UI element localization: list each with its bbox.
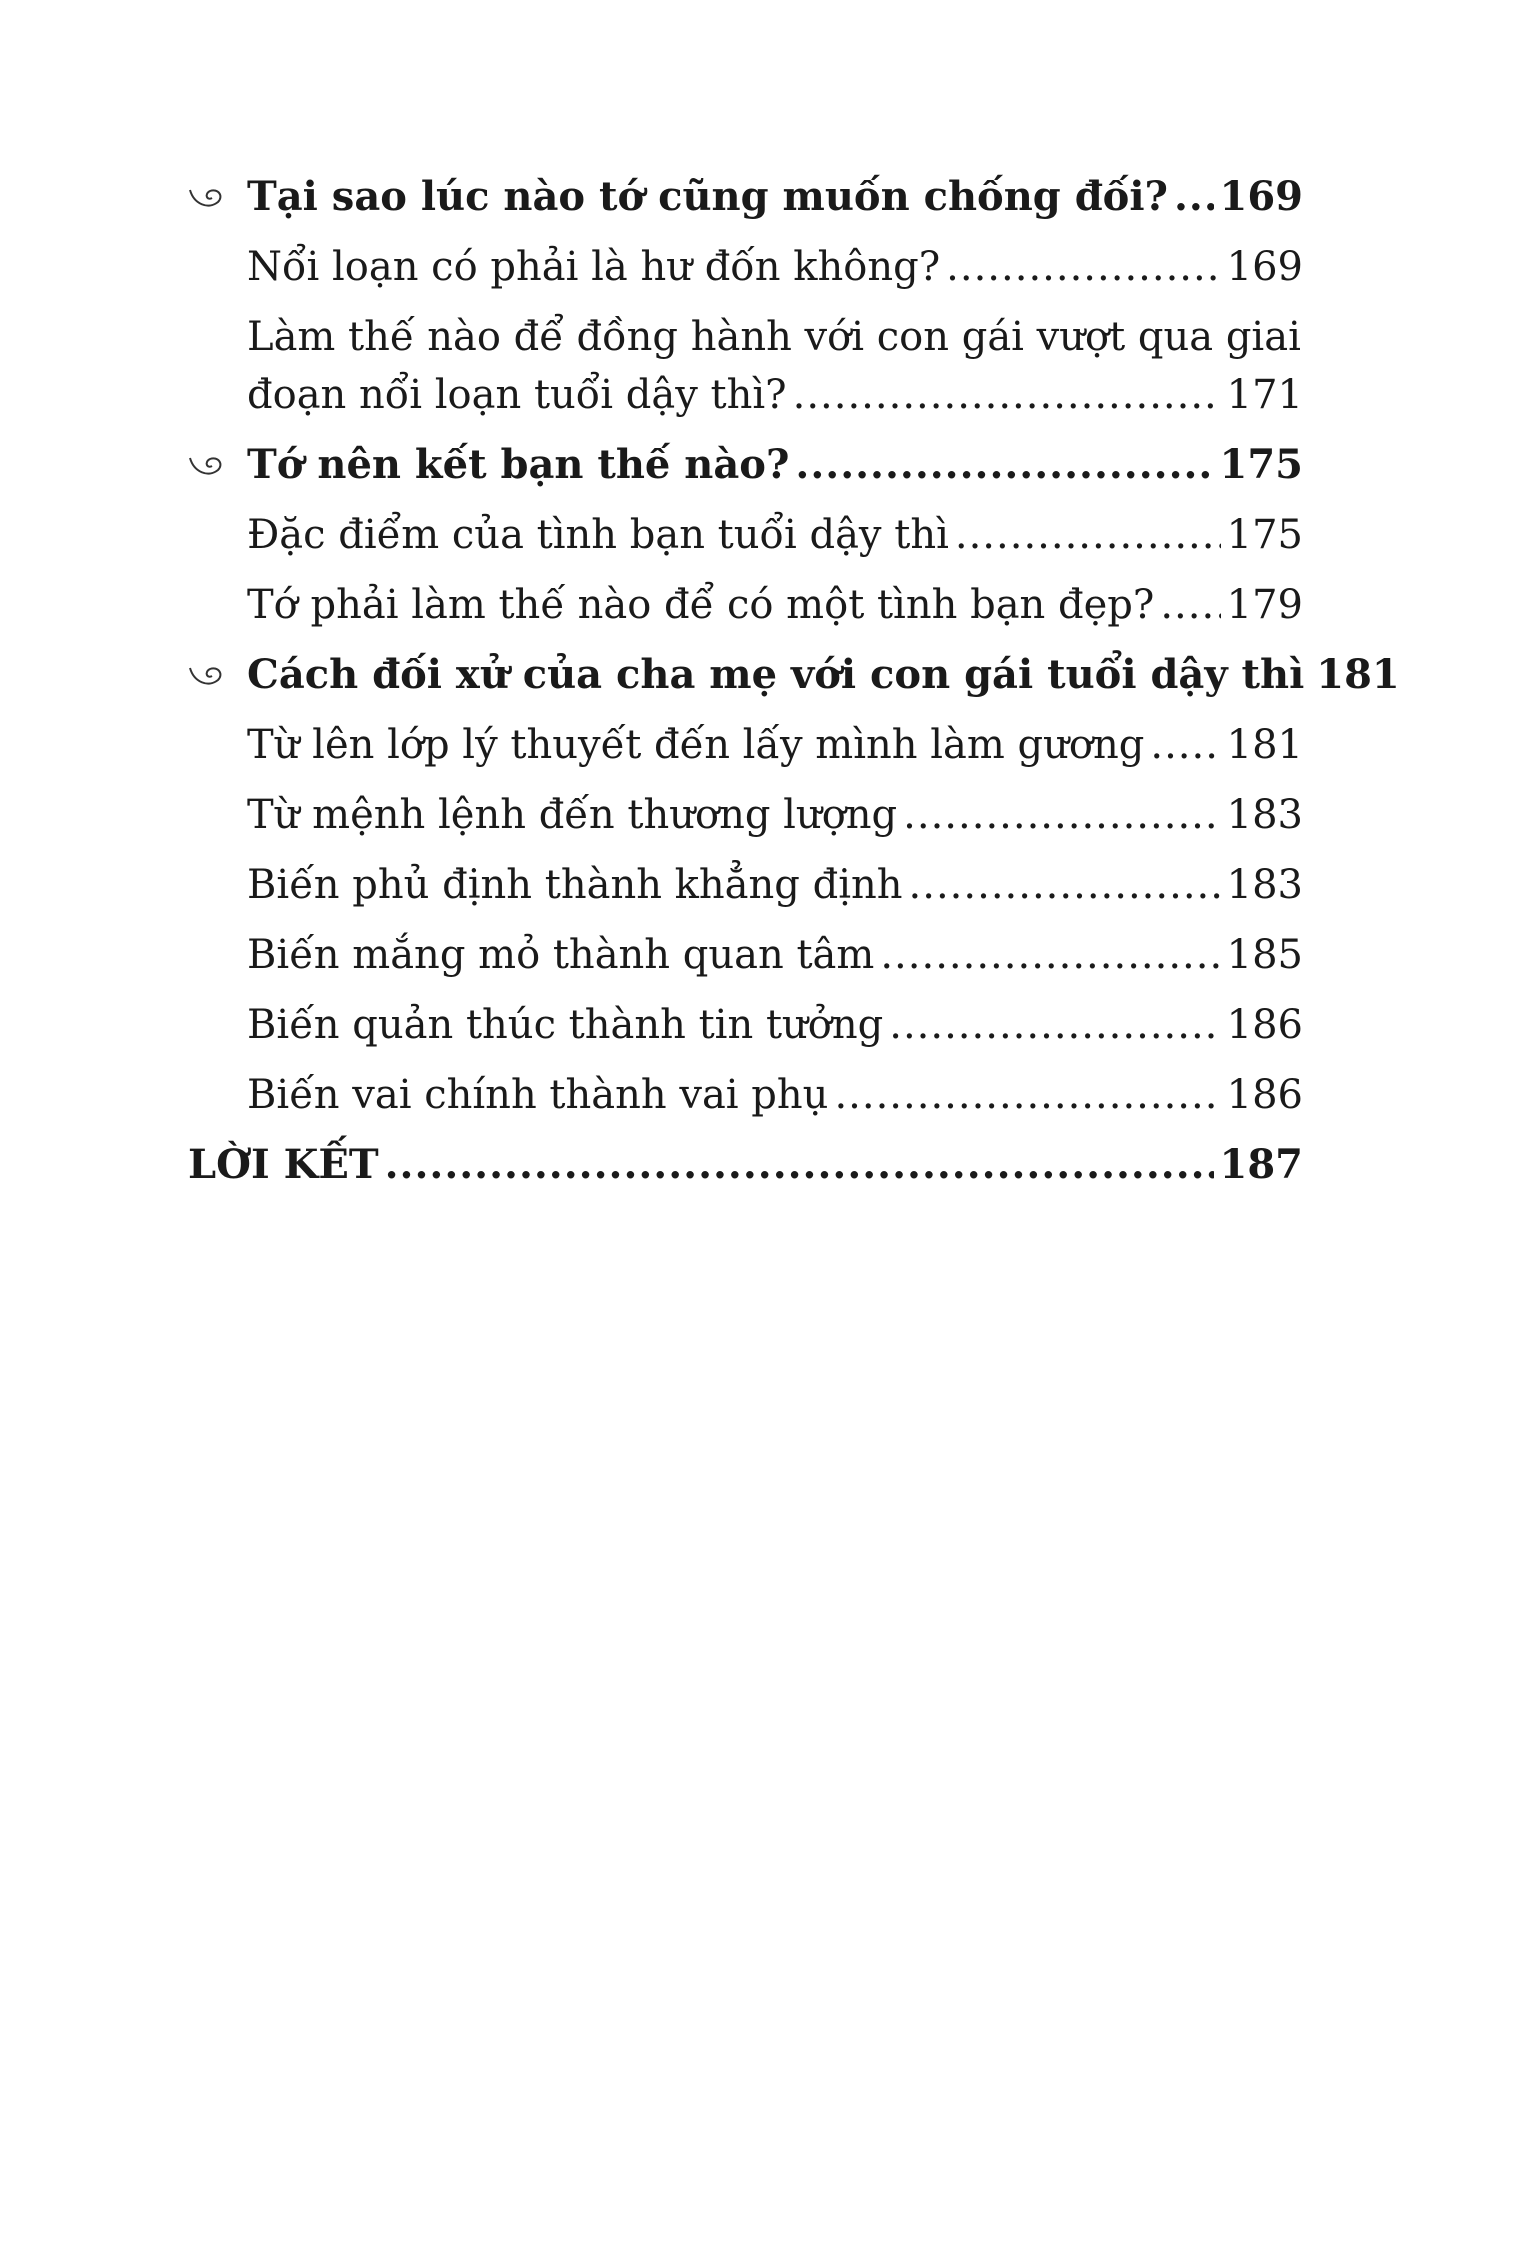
dot-leader [1150,716,1220,774]
toc-title: Tớ phải làm thế nào để có một tình bạn đẹp? [247,582,1155,628]
toc-subsection-1-1[interactable] [188,238,1303,296]
toc-subsection-1-2[interactable] [188,308,1303,424]
toc-title: Nổi loạn có phải là hư đốn không? [247,244,941,290]
toc-title: Cách đối xử của cha mẹ với con gái tuổi dậy thì [247,651,1305,698]
dot-leader [909,856,1221,914]
page-number: 171 [1226,372,1303,418]
toc-subsection-3-5[interactable] [188,996,1303,1054]
toc-title: LỜI KẾT [188,1141,379,1188]
page-number: 185 [1226,932,1303,978]
toc-title: Tớ nên kết bạn thế nào? [247,441,790,488]
toc-closing[interactable] [188,1136,1303,1194]
dot-leader [1160,576,1220,634]
page-number: 175 [1226,512,1303,558]
toc-section-3[interactable] [188,646,1400,704]
dot-leader [955,506,1221,564]
dot-leader [1174,168,1214,226]
toc-title-line-2-row [188,366,1303,424]
toc-section-1[interactable] [188,168,1303,226]
spiral-bullet-icon [188,450,224,480]
spiral-bullet-icon [188,660,224,690]
page-number: 169 [1219,173,1303,220]
toc-subsection-2-1[interactable] [188,506,1303,564]
toc-subsection-3-1[interactable] [188,716,1303,774]
page-number: 183 [1226,792,1303,838]
spiral-bullet-icon [188,182,224,212]
page-number: 179 [1226,582,1303,628]
toc-subsection-3-2[interactable] [188,786,1303,844]
table-of-contents [188,168,1400,1194]
page-number: 181 [1226,722,1303,768]
toc-title: Tại sao lúc nào tớ cũng muốn chống đối? [247,173,1168,220]
page-number: 183 [1226,862,1303,908]
page-number: 186 [1226,1002,1303,1048]
toc-title-line-1: Làm thế nào để đồng hành với con gái vượt qua giai [247,314,1301,360]
page-number: 181 [1316,651,1400,698]
toc-subsection-3-4[interactable] [188,926,1303,984]
toc-title: Đặc điểm của tình bạn tuổi dậy thì [247,512,949,558]
toc-subsection-3-6[interactable] [188,1066,1303,1124]
toc-title-line-2: đoạn nổi loạn tuổi dậy thì? [247,372,787,418]
dot-leader [889,996,1220,1054]
dot-leader [880,926,1220,984]
dot-leader [385,1136,1214,1194]
toc-title: Từ lên lớp lý thuyết đến lấy mình làm gương [247,722,1145,768]
page-number: 169 [1226,244,1303,290]
toc-subsection-2-2[interactable] [188,576,1303,634]
toc-subsection-3-3[interactable] [188,856,1303,914]
dot-leader [795,436,1213,494]
toc-title: Từ mệnh lệnh đến thương lượng [247,792,898,838]
page-number: 186 [1226,1072,1303,1118]
toc-title: Biến vai chính thành vai phụ [247,1072,829,1118]
toc-title: Biến mắng mỏ thành quan tâm [247,932,875,978]
dot-leader [946,238,1220,296]
dot-leader [834,1066,1220,1124]
dot-leader [793,366,1221,424]
page-number: 175 [1219,441,1303,488]
toc-title: Biến quản thúc thành tin tưởng [247,1002,884,1048]
dot-leader [903,786,1220,844]
page-number: 187 [1219,1141,1303,1188]
toc-title: Biến phủ định thành khẳng định [247,862,903,908]
toc-section-2[interactable] [188,436,1303,494]
